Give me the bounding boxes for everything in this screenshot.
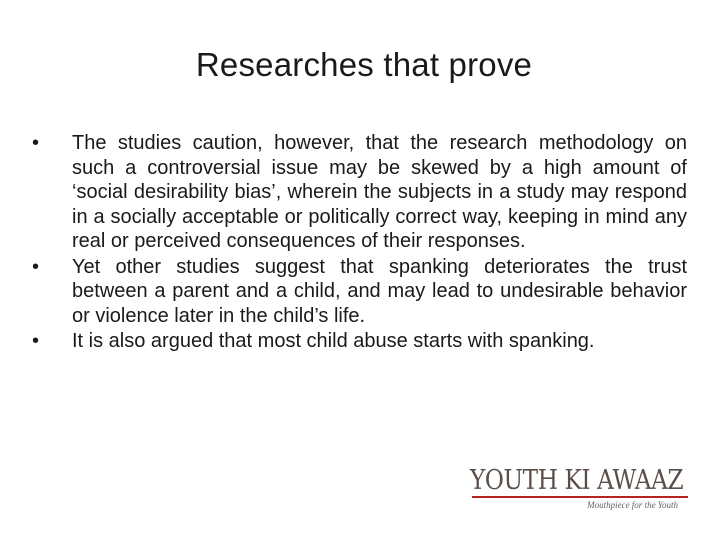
logo-divider	[472, 496, 688, 498]
slide-title: Researches that prove	[195, 46, 533, 83]
bullet-marker: •	[32, 255, 40, 278]
bullet-text: The studies caution, however, that the research methodology on such a controversial issue may be skewed by a high amount of ‘social desirability bias’, wherein the subjects in a study may respond in a socially acceptable or politically correct way, keeping in mind any real or perceived consequences of their responses.	[72, 132, 687, 252]
bullet-item	[32, 255, 687, 329]
bullet-item	[32, 131, 687, 254]
bullet-marker: •	[32, 132, 40, 154]
bullet-marker: •	[32, 330, 40, 352]
logo-wordmark: YOUTH KI AWAAZ	[470, 465, 684, 496]
youth-ki-awaaz-logo	[470, 466, 690, 516]
bullet-text: It is also argued that most child abuse starts with spanking.	[72, 330, 595, 352]
bullet-list	[32, 131, 687, 355]
logo-tagline: Mouthpiece for the Youth	[587, 500, 678, 510]
bullet-item	[32, 329, 687, 354]
bullet-text: Yet other studies suggest that spanking deteriorates the trust between a parent and a child, and may lead to undesirable behavior or violence later in the child’s life.	[72, 255, 687, 327]
